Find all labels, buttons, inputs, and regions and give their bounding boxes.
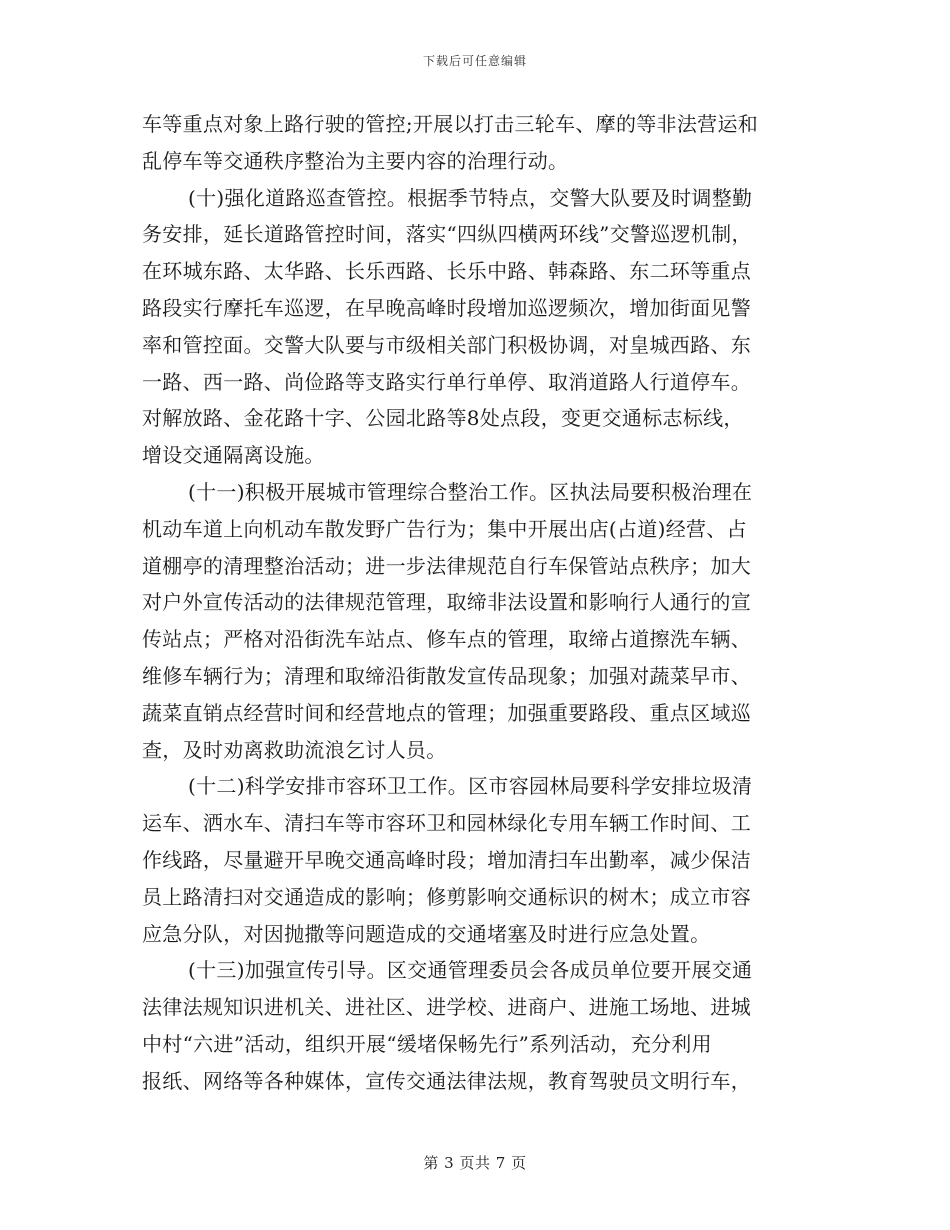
text-line: (十一)积极开展城市管理综合整治工作。区执法局要积极治理在 (188, 479, 753, 504)
text-line: 务安排，延长道路管控时间，落实“四纵四横两环线”交警巡逻机制， (142, 222, 752, 247)
text-line: 率和管控面。交警大队要与市级相关部门积极协调，对皇城西路、东 (142, 332, 751, 357)
text-line: 增设交通隔离设施。 (142, 443, 325, 468)
text-line: 员上路清扫对交通造成的影响；修剪影响交通标识的树木；成立市容 (142, 884, 751, 909)
text-line: 运车、洒水车、清扫车等市容环卫和园林绿化专用车辆工作时间、工 (142, 811, 751, 836)
text-line: 传站点；严格对沿街洗车站点、修车点的管理，取缔占道擦洗车辆、 (142, 627, 751, 652)
text-line: (十)强化道路巡查管控。根据季节特点，交警大队要及时调整勤 (188, 185, 753, 210)
text-line: 维修车辆行为；清理和取缔沿街散发宣传品现象；加强对蔬菜早市、 (142, 663, 751, 688)
text-line: 乱停车等交通秩序整治为主要内容的治理行动。 (142, 148, 569, 173)
text-line: 对户外宣传活动的法律规范管理，取缔非法设置和影响行人通行的宣 (142, 590, 751, 615)
text-line: 中村“六进”活动，组织开展“缓堵保畅先行”系列活动，充分利用 (142, 1031, 712, 1056)
text-line: 机动车道上向机动车散发野广告行为；集中开展出店(占道)经营、占 (142, 516, 747, 541)
text-line: 对解放路、金花路十字、公园北路等8处点段，变更交通标志标线， (142, 406, 744, 431)
page-header: 下载后可任意编辑 (422, 54, 527, 68)
text-line: 一路、西一路、尚俭路等支路实行单行单停、取消道路人行道停车。 (142, 369, 751, 394)
page-footer: 第 3 页共 7 页 (423, 1154, 527, 1172)
text-line: 应急分队，对因抛撒等问题造成的交通堵塞及时进行应急处置。 (142, 921, 711, 946)
text-line: 在环城东路、太华路、长乐西路、长乐中路、韩森路、东二环等重点 (142, 259, 751, 284)
text-line: 报纸、网络等各种媒体，宣传交通法律法规，教育驾驶员文明行车， (142, 1068, 751, 1093)
text-line: 作线路，尽量避开早晚交通高峰时段；增加清扫车出勤率，减少保洁 (142, 847, 751, 872)
text-line: (十二)科学安排市容环卫工作。区市容园林局要科学安排垃圾清 (188, 774, 753, 799)
text-line: 路段实行摩托车巡逻，在早晚高峰时段增加巡逻频次，增加街面见警 (142, 295, 751, 320)
text-line: 车等重点对象上路行驶的管控;开展以打击三轮车、摩的等非法营运和 (142, 112, 759, 136)
text-line: 蔬菜直销点经营时间和经营地点的管理；加强重要路段、重点区域巡 (142, 700, 751, 725)
document-body (142, 106, 810, 1100)
text-line: 查，及时劝离救助流浪乞讨人员。 (142, 737, 447, 762)
text-line: 道棚亭的清理整治活动；进一步法律规范自行车保管站点秩序；加大 (142, 553, 751, 578)
text-line: 法律法规知识进机关、进社区、进学校、进商户、进施工场地、进城 (142, 995, 751, 1020)
text-line: (十三)加强宣传引导。区交通管理委员会各成员单位要开展交通 (188, 958, 753, 983)
